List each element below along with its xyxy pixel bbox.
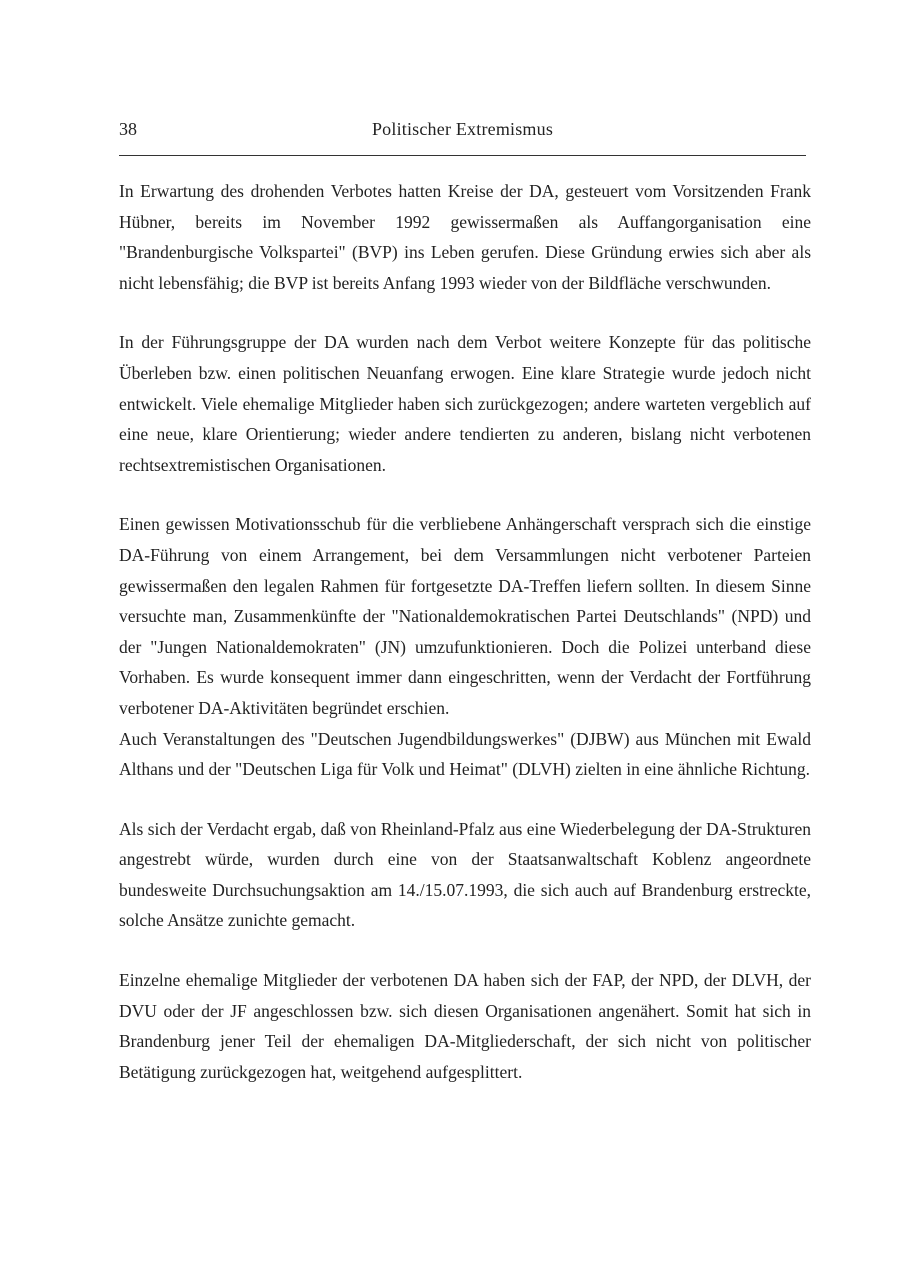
page-number: 38	[119, 119, 137, 139]
paragraph-fuehrungsgruppe: In der Führungsgruppe der DA wurden nach dem Verbot weitere Konzepte für das politische Überleben bzw. einen politischen Neuanfang erwogen. Eine klare Strategie wurde jedoch nicht entwickelt. Viele ehemalige Mitglieder haben sich zurückgezogen; andere warteten vergeblich auf eine neue, klare Orientierung; wieder andere tendierten zu anderen, bislang nicht verbotenen rechtsextremistischen Organisationen.	[119, 332, 811, 475]
paragraph-durchsuchung: Als sich der Verdacht ergab, daß von Rheinland-Pfalz aus eine Wiederbelegung der DA-Strukturen angestrebt würde, wurden durch eine von der Staatsanwaltschaft Koblenz angeordnete bundesweite Durchsuchungsaktion am 14./15.07.1993, die sich auch auf Brandenburg erstreckte, solche Ansätze zunichte gemacht.	[119, 818, 811, 931]
header-rule	[119, 155, 806, 156]
paragraph-veranstaltungen: Auch Veranstaltungen des "Deutschen Jugendbildungswerkes" (DJBW) aus München mit Ewald Althans und der "Deutschen Liga für Volk und Heimat" (DLVH) zielten in eine ähnliche Richtung.	[119, 728, 811, 780]
paragraph-bvp: In Erwartung des drohenden Verbotes hatten Kreise der DA, gesteuert vom Vorsitzenden Frank Hübner, bereits im November 1992 gewissermaßen als Auffangorganisation eine "Brandenburgische Volkspartei" (BVP) ins Leben gerufen. Diese Gründung erwies sich aber als nicht lebensfähig; die BVP ist bereits Anfang 1993 wieder von der Bildfläche verschwunden.	[119, 181, 811, 293]
page-header	[119, 117, 806, 147]
paragraph-aufsplitterung: Einzelne ehemalige Mitglieder der verbotenen DA haben sich der FAP, der NPD, der DLVH, der DVU oder der JF angeschlossen bzw. sich diesen Organisationen angenähert. Somit hat sich in Brandenburg jener Teil der ehemaligen DA-Mitgliederschaft, der sich nicht von politischer Betätigung zurückgezogen hat, weitgehend aufgesplittert.	[119, 970, 811, 1082]
running-title: Politischer Extremismus	[371, 119, 554, 139]
body-text	[119, 176, 811, 1087]
paragraph-motivationsschub: Einen gewissen Motivationsschub für die verbliebene Anhängerschaft versprach sich die einstige DA-Führung von einem Arrangement, bei dem Versammlungen nicht verbotener Parteien gewissermaßen den legalen Rahmen für fortgesetzte DA-Treffen liefern sollten. In diesem Sinne versuchte man, Zusammenkünfte der "Nationaldemokratischen Partei Deutschlands" (NPD) und der "Jungen Nationaldemokraten" (JN) umzufunktionieren. Doch die Polizei unterband diese Vorhaben. Es wurde konsequent immer dann eingeschritten, wenn der Verdacht der Fortführung verbotener DA-Aktivitäten begründet erschien.	[119, 514, 811, 718]
